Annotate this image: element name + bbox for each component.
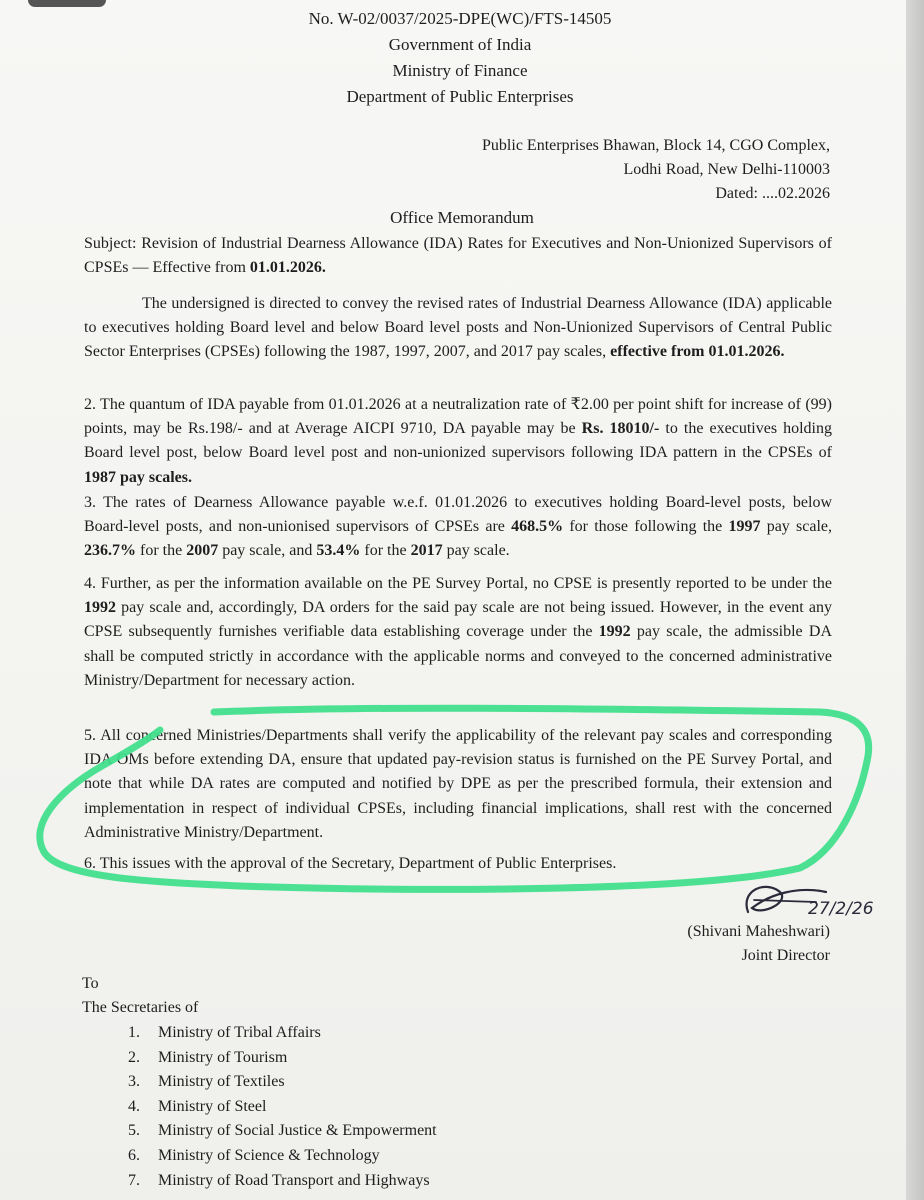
paragraph-6: 6. This issues with the approval of the Secretary, Department of Public Enterprises.	[84, 855, 617, 872]
p3-text-g: pay scale.	[442, 542, 510, 560]
p4-bold-a: 1992	[84, 599, 116, 617]
government-name: Government of India	[388, 35, 532, 54]
to-label: To	[82, 975, 99, 992]
list-item-name: Ministry of Science & Technology	[158, 1146, 380, 1164]
address-line-2: Lodhi Road, New Delhi-110003	[623, 161, 830, 178]
list-item-name: Ministry of Steel	[158, 1097, 267, 1115]
p1-bold: effective from 01.01.2026.	[610, 343, 785, 361]
subject-date: 01.01.2026.	[249, 259, 326, 277]
list-item-number: 1.	[128, 1024, 140, 1041]
p3-text-c: pay scale,	[760, 518, 833, 536]
p2-bold-a: Rs. 18010/-	[581, 420, 660, 438]
list-item-number: 6.	[128, 1146, 140, 1164]
subject-text: Subject: Revision of Industrial Dearness Allowance (IDA) Rates for Executives and Non-Unionized Supervisors of CPSEs — Effective from	[84, 235, 832, 277]
list-item-number: 4.	[128, 1097, 140, 1115]
address-line-1: Public Enterprises Bhawan, Block 14, CGO Complex,	[482, 137, 830, 154]
p3-bold-d: 2007	[186, 542, 219, 560]
list-item-name: Ministry of Road Transport and Highways	[158, 1171, 430, 1189]
p4-text-c: pay scale, the admissible DA shall be computed strictly in accordance with the applicable norms and conveyed to the concerned administrative Ministry/Department for necessary action.	[84, 623, 832, 689]
list-item	[128, 1070, 437, 1095]
letterhead	[290, 6, 630, 110]
addressee-block	[82, 972, 198, 1020]
list-item	[128, 1046, 437, 1071]
p3-bold-e: 53.4%	[316, 542, 361, 560]
paragraph-2	[84, 393, 832, 490]
list-item-name: Ministry of Tribal Affairs	[158, 1024, 321, 1041]
p3-text-a: 3. The rates of Dearness Allowance payable w.e.f. 01.01.2026 to executives holding Board-level posts, below Board-level posts, and non-unionised supervisors of CPSEs are	[84, 494, 832, 536]
signatory-block	[640, 920, 830, 968]
list-item	[128, 1021, 437, 1046]
list-item	[128, 1119, 437, 1144]
p2-bold-b: 1987 pay scales.	[84, 468, 192, 486]
signatory-name: (Shivani Maheshwari)	[687, 923, 830, 940]
file-number: No. W-02/0037/2025-DPE(WC)/FTS-14505	[308, 9, 612, 28]
paragraph-3	[84, 491, 832, 564]
list-item-number: 5.	[128, 1122, 140, 1140]
top-edge-tab	[28, 0, 106, 7]
p3-text-f: for the	[360, 542, 411, 560]
list-item	[128, 1144, 437, 1169]
list-item-number: 3.	[128, 1073, 140, 1091]
p4-text-b: pay scale and, accordingly, DA orders for the said pay scale are not being issued. However, in the event any CPSE subsequently furnishes verifiable data establishing coverage under the	[84, 599, 832, 641]
p3-bold-f: 2017	[410, 542, 443, 560]
p4-text-a: 4. Further, as per the information available on the PE Survey Portal, no CPSE is presently reported to be under the	[84, 575, 832, 592]
list-item-name: Ministry of Social Justice & Empowerment	[158, 1122, 437, 1140]
p3-bold-a: 468.5%	[511, 518, 564, 536]
list-item	[128, 1095, 437, 1120]
p3-text-d: for the	[136, 542, 187, 560]
office-address	[420, 134, 830, 206]
list-item-number: 2.	[128, 1048, 140, 1066]
list-item-name: Ministry of Tourism	[158, 1048, 288, 1066]
p2-text-a: 2. The quantum of IDA payable from 01.01.2026 at a neutralization rate of ₹2.00 per point shift for increase of (99) points, may be Rs.198/- and at Average AICPI 9710, DA payable may be	[84, 396, 832, 438]
list-item-name: Ministry of Textiles	[158, 1073, 285, 1091]
p2-text-b: to the executives holding Board level post, below Board level post and non-unionized supervisors following IDA pattern in the CPSEs of	[84, 420, 833, 462]
p4-bold-b: 1992	[598, 623, 631, 641]
recipient-list	[128, 1021, 437, 1193]
p3-bold-b: 1997	[728, 518, 761, 536]
p3-bold-c: 236.7%	[84, 542, 136, 560]
paragraph-5: 5. All concerned Ministries/Departments shall verify the applicability of the relevant pay scales and corresponding IDA OMs before extending DA, ensure that updated pay-revision status is furnished on the PE Survey Portal, and note that while DA rates are computed and notified by DPE as per the prescribed formula, their extension and implementation in respect of individual CPSEs, including financial implications, shall rest with the concerned Administrative Ministry/Department.	[84, 727, 832, 841]
signatory-designation: Joint Director	[741, 947, 830, 964]
to-secretaries: The Secretaries of	[82, 999, 199, 1016]
p3-text-e: pay scale, and	[218, 542, 317, 560]
list-item	[128, 1169, 437, 1194]
paragraph-1	[84, 292, 832, 365]
dated-line: Dated: ....02.2026	[715, 185, 830, 202]
list-item-number: 7.	[128, 1171, 140, 1189]
p3-text-b: for those following the	[563, 518, 729, 536]
paragraph-4	[84, 572, 832, 693]
page-edge-shadow	[906, 0, 924, 1200]
ministry-name: Ministry of Finance	[392, 61, 528, 80]
signature-date: 27/2/26	[808, 899, 874, 919]
subject-line	[84, 232, 832, 280]
memo-title: Office Memorandum	[390, 208, 534, 227]
p1-text: The undersigned is directed to convey the revised rates of Industrial Dearness Allowance (IDA) applicable to executives holding Board level and below Board level posts and Non-Unionized Supervisors of Central Public Sector Enterprises (CPSEs) following the 1987, 1997, 2007, and 2017 pay scales,	[84, 295, 832, 361]
department-name: Department of Public Enterprises	[346, 87, 574, 106]
